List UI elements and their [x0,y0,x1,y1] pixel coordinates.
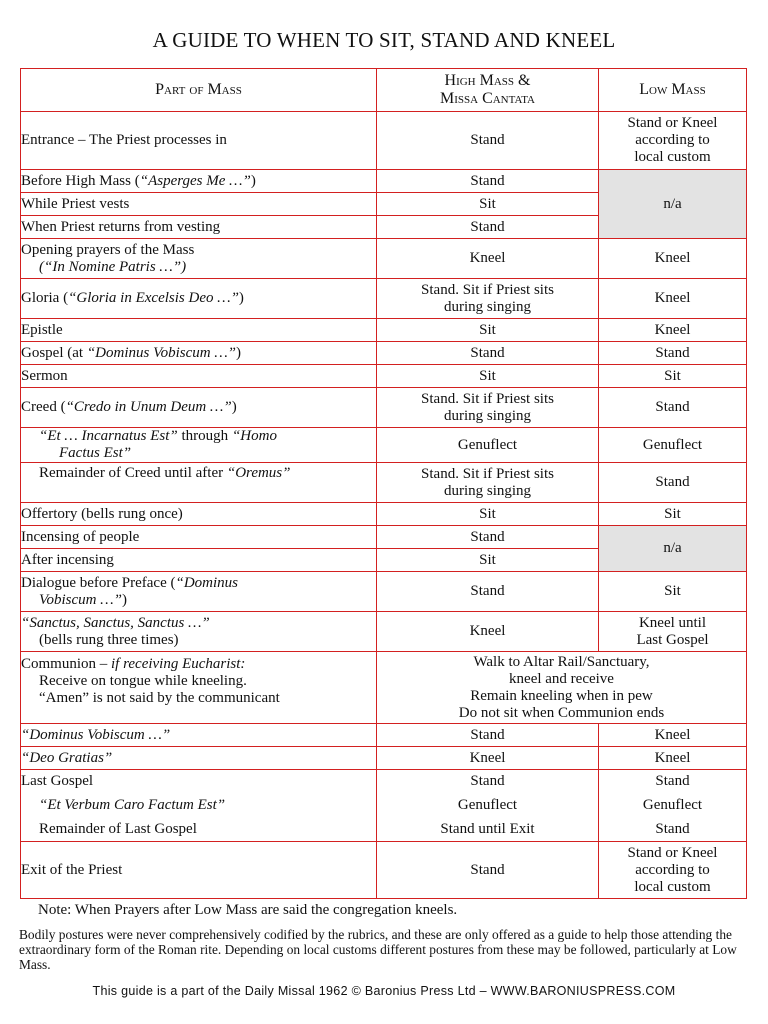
high-mass-cell: Stand [377,526,599,549]
table-row [21,572,747,612]
high-mass-cell: Stand [377,112,599,170]
low-mass-cell: Stand [599,388,747,428]
table-row [21,170,747,193]
low-mass-cell: Stand [599,818,747,842]
low-mass-cell: Kneel [599,279,747,319]
table-row [21,428,747,463]
header-high-mass: High Mass & Missa Cantata [377,69,599,112]
table-row [21,526,747,549]
high-mass-cell: Genuflect [377,428,599,463]
table-row [21,112,747,170]
low-mass-cell: Sit [599,503,747,526]
high-mass-cell: Stand. Sit if Priest sits during singing [377,463,599,503]
low-mass-cell: Sit [599,572,747,612]
low-mass-cell: Stand [599,463,747,503]
part-cell: “Et Verbum Caro Factum Est” [21,794,377,818]
table-row [21,279,747,319]
table-row [21,342,747,365]
posture-table [20,68,747,899]
high-mass-cell: Stand [377,170,599,193]
part-cell: “Sanctus, Sanctus, Sanctus …” (bells rung three times) [21,612,377,652]
low-mass-note: Note: When Prayers after Low Mass are said the congregation kneels. [38,902,458,918]
low-mass-cell: Stand [599,342,747,365]
table-row [21,463,747,503]
table-row [21,747,747,770]
footer-credit: This guide is a part of the Daily Missal 1962 © Baronius Press Ltd – WWW.BARONIUSPRESS.COM [92,984,676,998]
low-mass-cell: Kneel [599,319,747,342]
high-mass-cell: Stand [377,724,599,747]
part-cell: “Deo Gratias” [21,747,377,770]
table-row [21,770,747,794]
header-low-mass: Low Mass [599,69,747,112]
table-row [21,365,747,388]
low-mass-cell: Stand [599,770,747,794]
part-cell: Gloria (“Gloria in Excelsis Deo …”) [21,279,377,319]
header-row [21,69,747,112]
table-row [21,612,747,652]
high-mass-cell: Sit [377,319,599,342]
high-mass-cell: Stand [377,842,599,899]
part-cell: Exit of the Priest [21,842,377,899]
table-row [21,818,747,842]
communion-posture-cell: Walk to Altar Rail/Sanctuary, kneel and receive Remain kneeling when in pew Do not sit when Communion ends [377,652,747,724]
part-cell: “Dominus Vobiscum …” [21,724,377,747]
high-mass-cell: Stand [377,770,599,794]
low-mass-cell: Genuflect [599,428,747,463]
table-row [21,388,747,428]
table-row [21,842,747,899]
high-mass-cell: Stand [377,216,599,239]
part-cell: “Et … Incarnatus Est” through “Homo Factus Est” [21,428,377,463]
part-cell: Entrance – The Priest processes in [21,112,377,170]
table-row [21,794,747,818]
low-mass-na-cell: n/a [599,526,747,572]
high-mass-cell: Kneel [377,612,599,652]
part-cell: Remainder of Creed until after “Oremus” [21,463,377,503]
part-cell: Last Gospel [21,770,377,794]
low-mass-cell: Stand or Kneel according to local custom [599,842,747,899]
table-row [21,319,747,342]
low-mass-cell: Kneel [599,747,747,770]
part-cell: Before High Mass (“Asperges Me …”) [21,170,377,193]
part-cell: Creed (“Credo in Unum Deum …”) [21,388,377,428]
disclaimer-paragraph: Bodily postures were never comprehensively codified by the rubrics, and these are only offered as a guide to help those attending the extraordinary form of the Roman rite. Depending on local customs different postures from these may be followed, particularly at Low Mass. [19,927,737,972]
table-row [21,724,747,747]
low-mass-cell: Stand or Kneel according to local custom [599,112,747,170]
part-cell: Communion – if receiving Eucharist: Receive on tongue while kneeling. “Amen” is not said by the communicant [21,652,377,724]
high-mass-cell: Genuflect [377,794,599,818]
high-mass-cell: Stand [377,342,599,365]
high-mass-cell: Sit [377,549,599,572]
part-cell: Dialogue before Preface (“Dominus Vobiscum …”) [21,572,377,612]
table-row [21,652,747,724]
low-mass-cell: Kneel [599,239,747,279]
low-mass-cell: Kneel until Last Gospel [599,612,747,652]
high-mass-cell: Kneel [377,747,599,770]
page-title: A GUIDE TO WHEN TO SIT, STAND AND KNEEL [152,28,616,52]
high-mass-cell: Sit [377,365,599,388]
part-cell: Incensing of people [21,526,377,549]
low-mass-na-cell: n/a [599,170,747,239]
part-cell: Opening prayers of the Mass (“In Nomine Patris …”) [21,239,377,279]
part-cell: Gospel (at “Dominus Vobiscum …”) [21,342,377,365]
part-cell: Offertory (bells rung once) [21,503,377,526]
high-mass-cell: Stand. Sit if Priest sits during singing [377,279,599,319]
high-mass-cell: Sit [377,193,599,216]
high-mass-cell: Stand until Exit [377,818,599,842]
high-mass-cell: Stand [377,572,599,612]
low-mass-cell: Kneel [599,724,747,747]
header-part-of-mass: Part of Mass [21,69,377,112]
part-cell: Sermon [21,365,377,388]
low-mass-cell: Sit [599,365,747,388]
table-row [21,503,747,526]
low-mass-cell: Genuflect [599,794,747,818]
part-cell: After incensing [21,549,377,572]
high-mass-cell: Kneel [377,239,599,279]
part-cell: When Priest returns from vesting [21,216,377,239]
part-cell: Remainder of Last Gospel [21,818,377,842]
part-cell: While Priest vests [21,193,377,216]
high-mass-cell: Sit [377,503,599,526]
part-cell: Epistle [21,319,377,342]
table-row [21,239,747,279]
high-mass-cell: Stand. Sit if Priest sits during singing [377,388,599,428]
